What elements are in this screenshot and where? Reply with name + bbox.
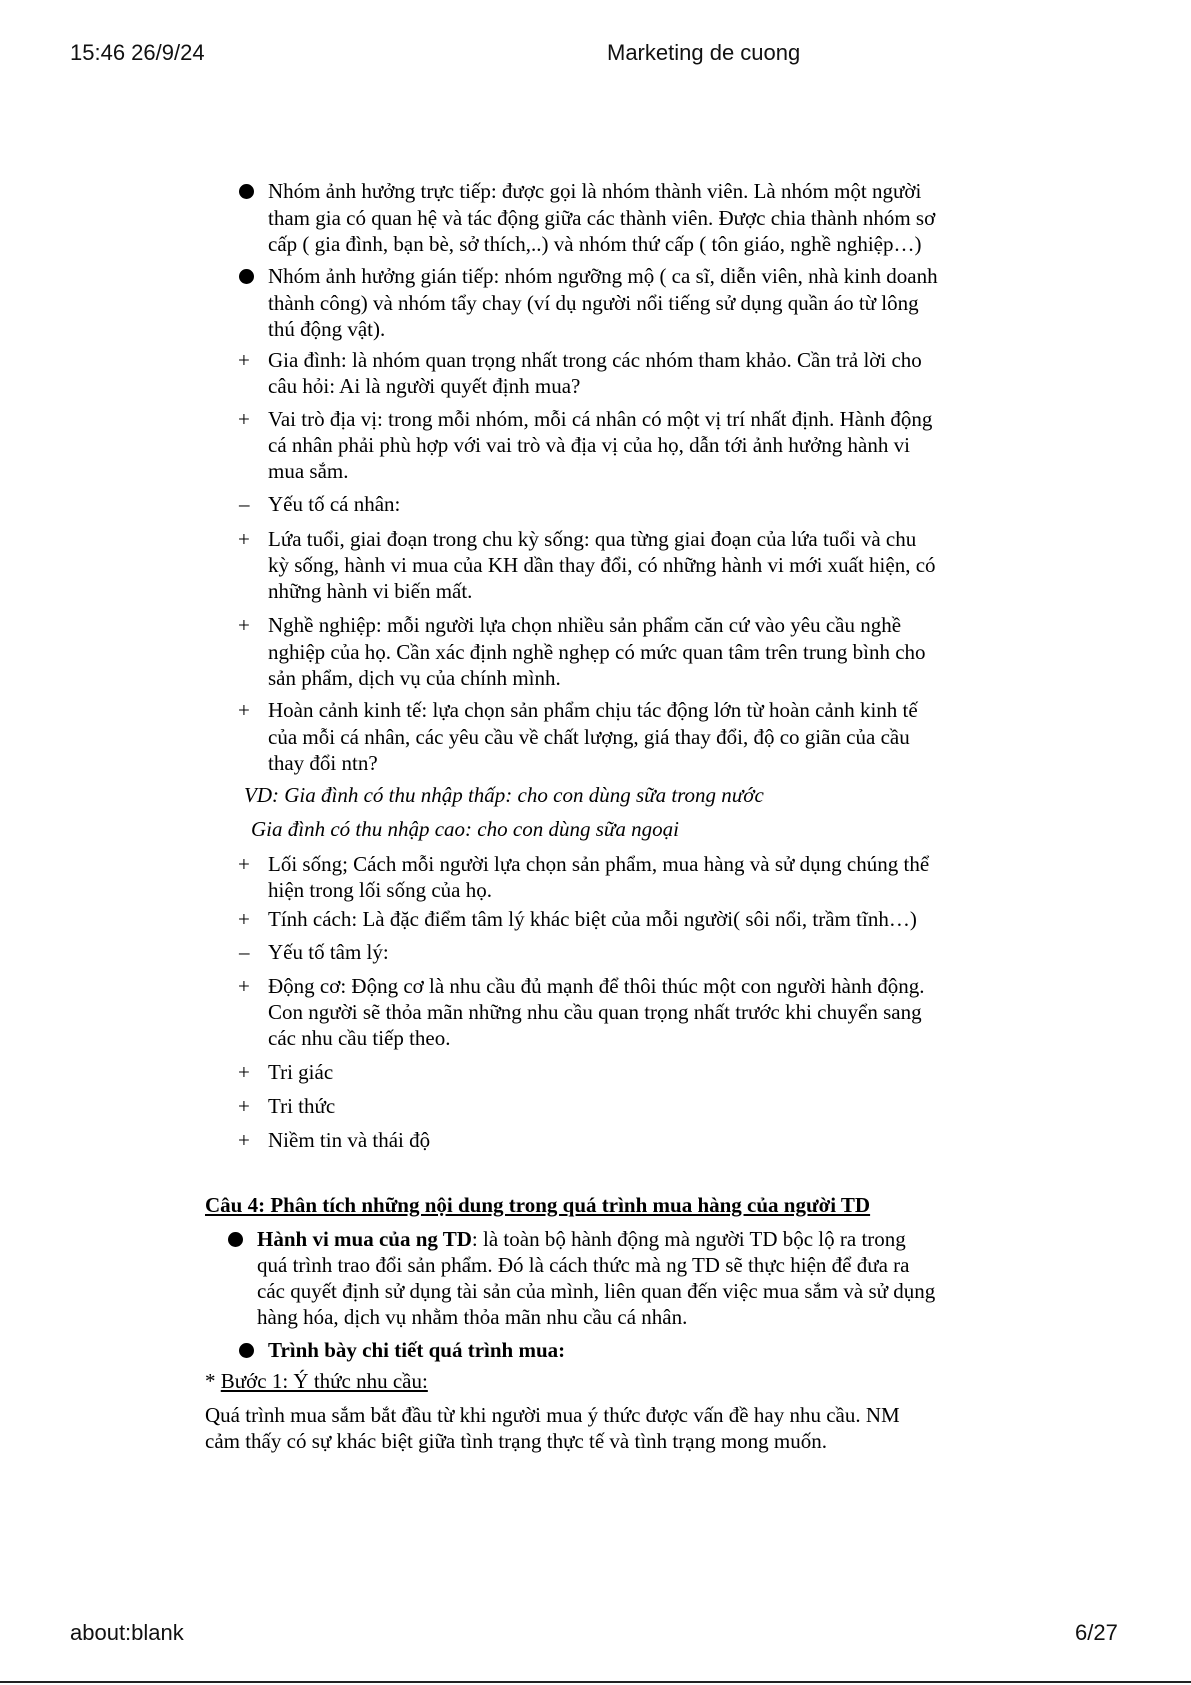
plus-line: Tính cách: Là đặc điểm tâm lý khác biệt của mỗi người( sôi nổi, trầm tĩnh…)	[268, 907, 917, 931]
bullet-dot-icon	[228, 1232, 243, 1247]
plus-line: hiện trong lối sống của họ.	[268, 878, 492, 902]
plus-line: những hành vi biến mất.	[268, 579, 473, 603]
step-asterisk: *	[205, 1369, 216, 1393]
dash-line: Yếu tố tâm lý:	[268, 940, 389, 964]
plus-icon: +	[238, 527, 250, 551]
bullet-line: các quyết định sử dụng tài sản của mình, liên quan đến việc mua sắm và sử dụng	[257, 1279, 936, 1303]
bullet-bold-term: Hành vi mua của ng TD	[257, 1227, 472, 1251]
plus-line: Nghề nghiệp: mỗi người lựa chọn nhiều sản phẩm căn cứ vào yêu cầu nghề	[268, 613, 902, 637]
plus-icon: +	[238, 613, 250, 637]
bullet-line: thành công) và nhóm tẩy chay (ví dụ người nổi tiếng sử dụng quần áo từ lông	[268, 291, 919, 315]
bullet-line: Nhóm ảnh hưởng trực tiếp: được gọi là nhóm thành viên. Là nhóm một người	[268, 179, 922, 203]
plus-line: câu hỏi: Ai là người quyết định mua?	[268, 374, 581, 398]
dash-line: Yếu tố cá nhân:	[268, 492, 401, 516]
bullet-line-rest: : là toàn bộ hành động mà người TD bộc lộ ra trong	[471, 1227, 906, 1251]
dash-icon: –	[239, 492, 250, 516]
page-number: 6/27	[1075, 1620, 1118, 1645]
bullet-dot-icon	[239, 184, 254, 199]
plus-line: Vai trò địa vị: trong mỗi nhóm, mỗi cá nhân có một vị trí nhất định. Hành động	[268, 407, 933, 431]
bullet-line	[257, 1227, 906, 1253]
plus-icon: +	[238, 852, 250, 876]
plus-icon: +	[238, 907, 250, 931]
plus-icon: +	[238, 698, 250, 722]
example-line: VD: Gia đình có thu nhập thấp: cho con dùng sữa trong nước	[244, 783, 764, 807]
plus-line: Gia đình: là nhóm quan trọng nhất trong các nhóm tham khảo. Cần trả lời cho	[268, 348, 922, 372]
plus-line: Động cơ: Động cơ là nhu cầu đủ mạnh để thôi thúc một con người hành động.	[268, 974, 925, 998]
bullet-line: quá trình trao đổi sản phẩm. Đó là cách thức mà ng TD sẽ thực hiện để đưa ra	[257, 1253, 910, 1277]
print-datetime: 15:46 26/9/24	[70, 40, 205, 65]
plus-icon: +	[238, 407, 250, 431]
plus-icon: +	[238, 974, 250, 998]
page-bottom-rule	[0, 1681, 1191, 1683]
bullet-line: cấp ( gia đình, bạn bè, sở thích,..) và nhóm thứ cấp ( tôn giáo, nghề nghiệp…)	[268, 232, 922, 256]
dash-icon: –	[239, 940, 250, 964]
plus-line: thay đổi ntn?	[268, 751, 378, 775]
step-title: Bước 1: Ý thức nhu cầu:	[220, 1369, 428, 1393]
paragraph-line: cảm thấy có sự khác biệt giữa tình trạng thực tế và tình trạng mong muốn.	[205, 1429, 827, 1453]
plus-line: nghiệp của họ. Cần xác định nghề nghẹp có mức quan tâm trên trung bình cho	[268, 640, 926, 664]
plus-line: mua sắm.	[268, 459, 349, 483]
plus-line: sản phẩm, dịch vụ của chính mình.	[268, 666, 561, 690]
example-line: Gia đình có thu nhập cao: cho con dùng sữa ngoại	[251, 817, 679, 841]
plus-icon: +	[238, 1060, 250, 1084]
bullet-dot-icon	[239, 269, 254, 284]
plus-line: Lối sống; Cách mỗi người lựa chọn sản phẩm, mua hàng và sử dụng chúng thể	[268, 852, 930, 876]
plus-line: Tri thức	[268, 1094, 336, 1118]
plus-line: kỳ sống, hành vi mua của KH dần thay đổi, có những hành vi mới xuất hiện, có	[268, 553, 936, 577]
plus-line: Niềm tin và thái độ	[268, 1128, 431, 1152]
bullet-dot-icon	[239, 1343, 254, 1358]
bullet-line: hàng hóa, dịch vụ nhằm thỏa mãn nhu cầu cá nhân.	[257, 1305, 688, 1329]
plus-line: Tri giác	[268, 1060, 334, 1084]
page-url: about:blank	[70, 1620, 184, 1645]
plus-line: các nhu cầu tiếp theo.	[268, 1026, 451, 1050]
plus-icon: +	[238, 1094, 250, 1118]
bullet-line: thú động vật).	[268, 317, 386, 341]
plus-line: của mỗi cá nhân, các yêu cầu về chất lượng, giá thay đổi, độ co giãn của cầu	[268, 725, 910, 749]
step-heading	[205, 1369, 428, 1395]
bullet-line: Nhóm ảnh hưởng gián tiếp: nhóm ngưỡng mộ ( ca sĩ, diễn viên, nhà kinh doanh	[268, 264, 938, 288]
plus-line: Hoàn cảnh kinh tế: lựa chọn sản phẩm chịu tác động lớn từ hoàn cảnh kinh tế	[268, 698, 918, 722]
document-title: Marketing de cuong	[607, 40, 801, 65]
plus-line: Con người sẽ thỏa mãn những nhu cầu quan trọng nhất trước khi chuyển sang	[268, 1000, 922, 1024]
plus-line: cá nhân phải phù hợp với vai trò và địa vị của họ, dẫn tới ảnh hưởng hành vi	[268, 433, 910, 457]
bullet-line: tham gia có quan hệ và tác động giữa các thành viên. Được chia thành nhóm sơ	[268, 206, 936, 230]
plus-line: Lứa tuổi, giai đoạn trong chu kỳ sống: qua từng giai đoạn của lứa tuổi và chu	[268, 527, 917, 551]
plus-icon: +	[238, 1128, 250, 1152]
bullet-line: Trình bày chi tiết quá trình mua:	[268, 1338, 566, 1362]
paragraph-line: Quá trình mua sắm bắt đầu từ khi người mua ý thức được vấn đề hay nhu cầu. NM	[205, 1403, 900, 1427]
section-heading: Câu 4: Phân tích những nội dung trong quá trình mua hàng của người TD	[205, 1193, 871, 1217]
plus-icon: +	[238, 348, 250, 372]
